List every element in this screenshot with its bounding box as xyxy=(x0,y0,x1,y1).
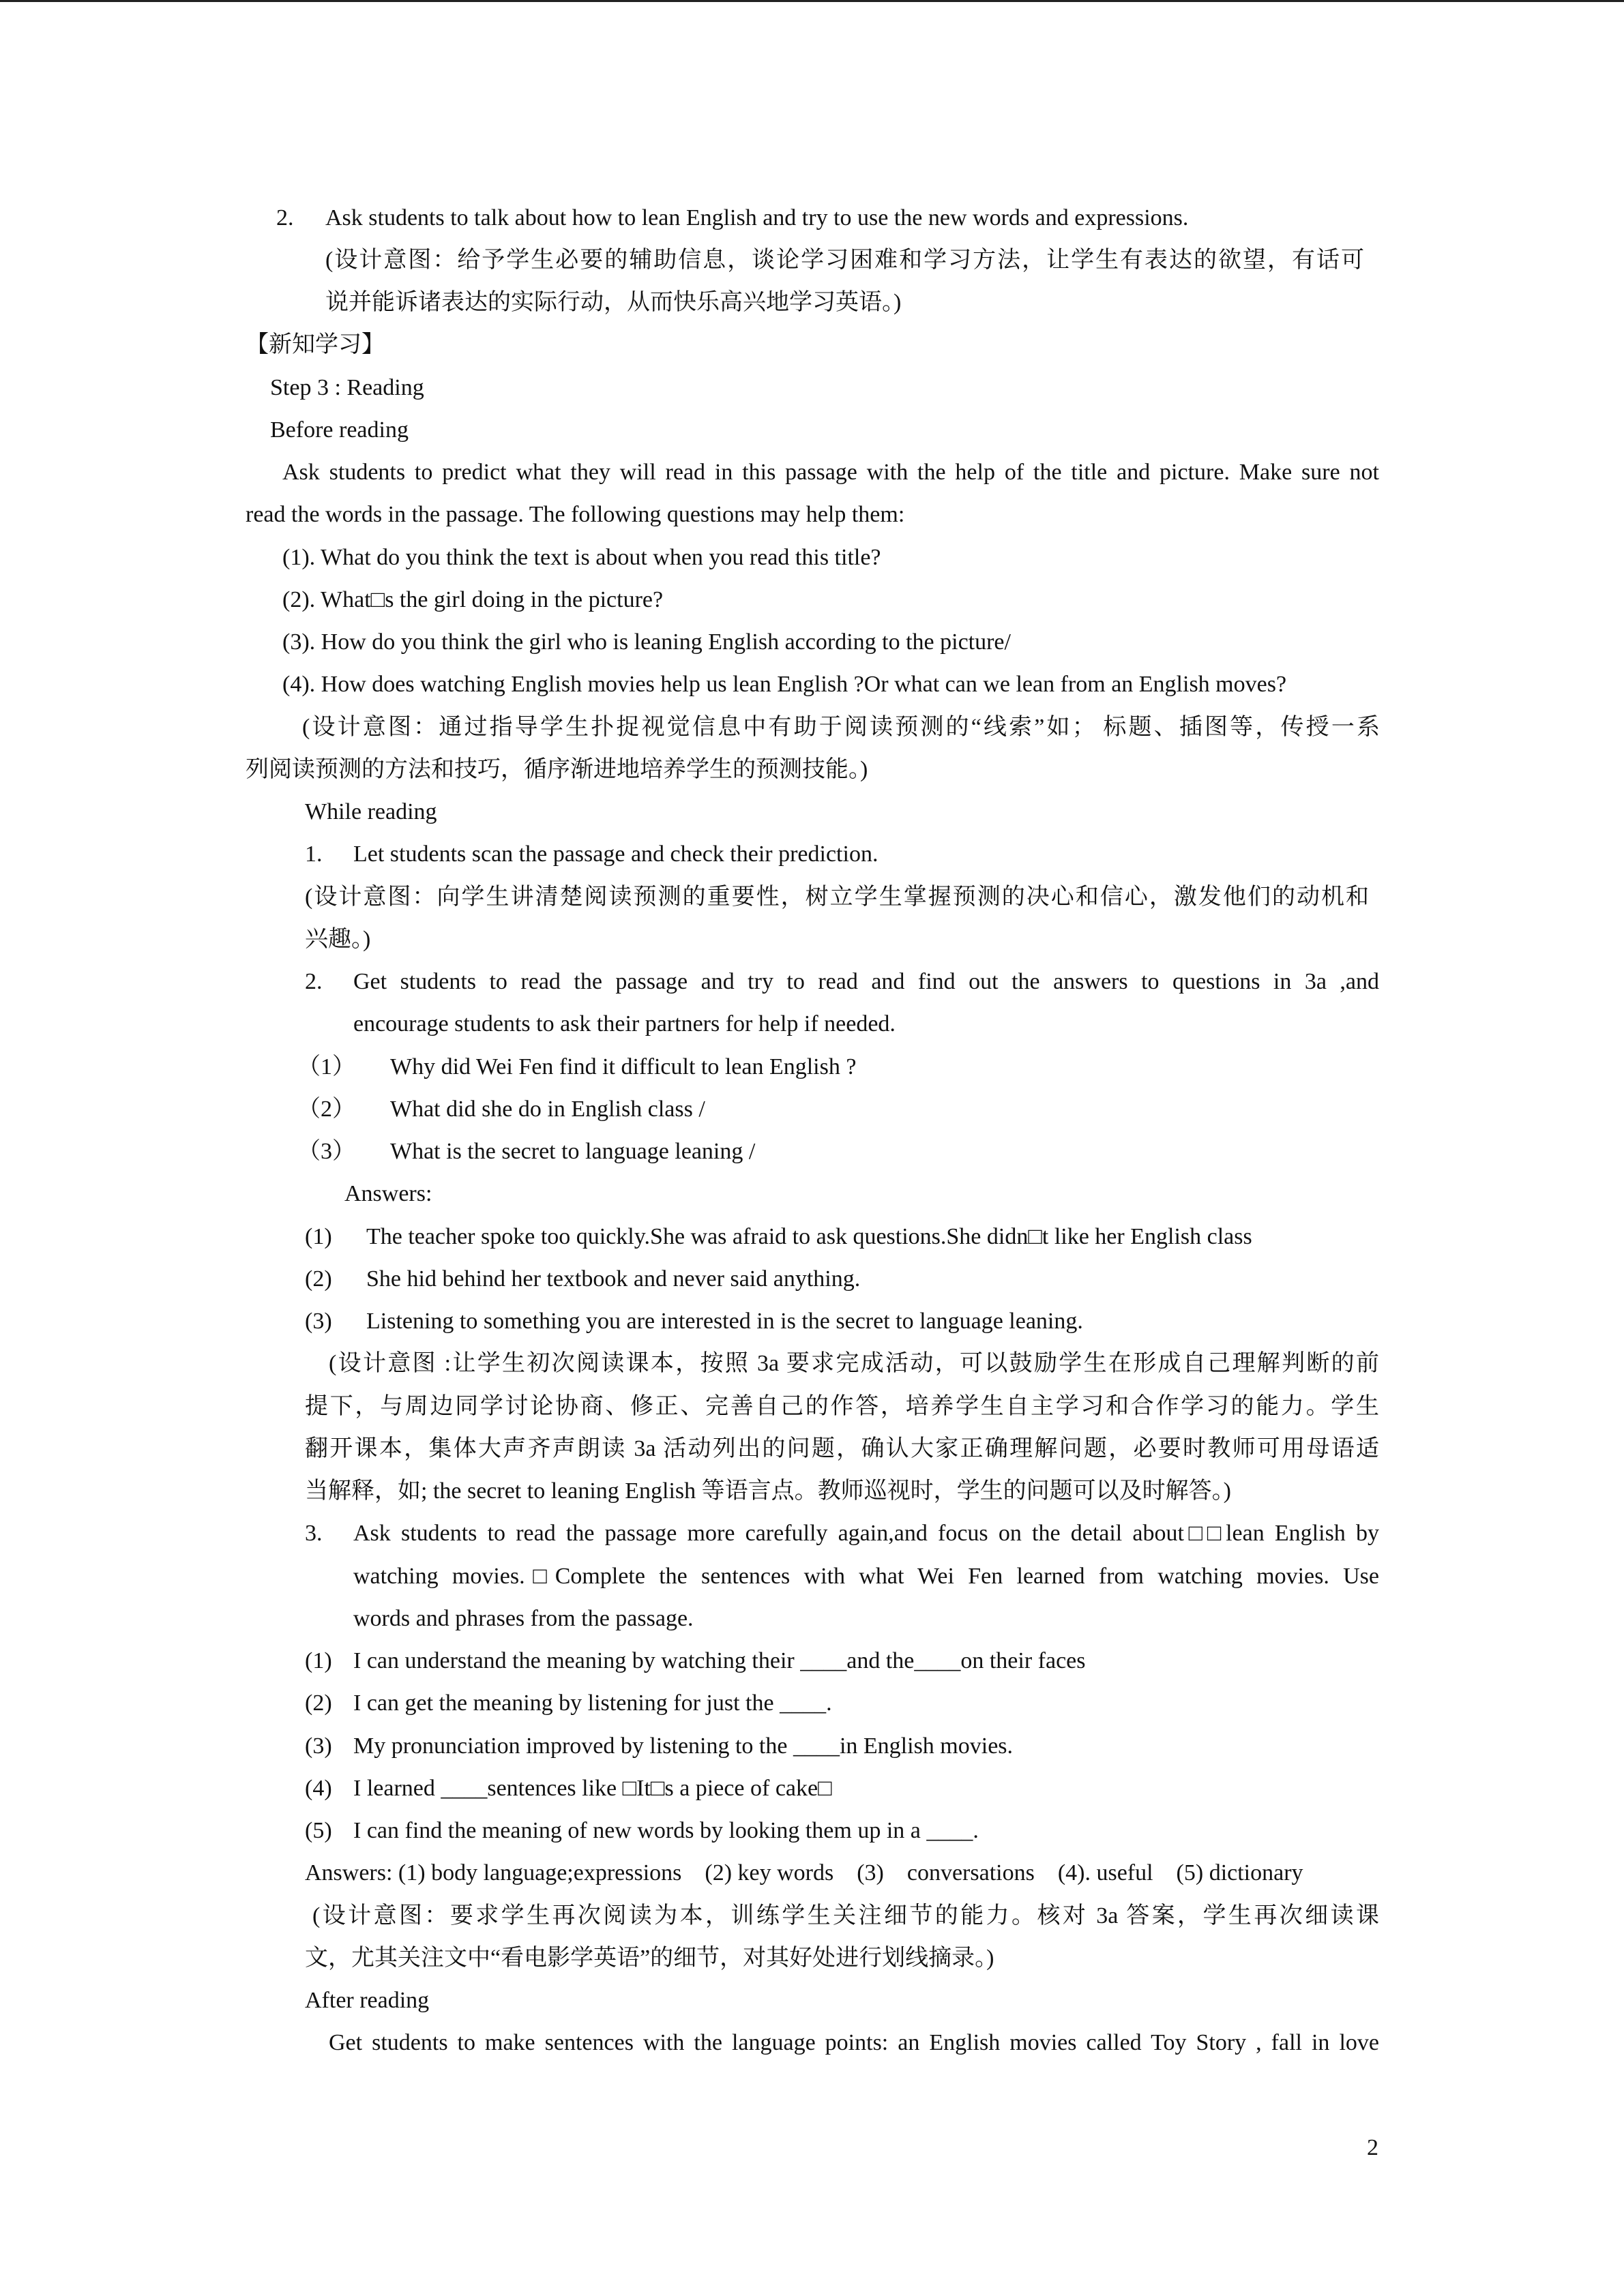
text-line: words and phrases from the passage. xyxy=(353,1606,694,1631)
answer-line: The teacher spoke too quickly.She was afraid to ask questions.She didn□t like her English class xyxy=(366,1224,1252,1249)
list-number: 2. xyxy=(305,969,323,994)
question-line: (1). What do you think the text is about when you read this title? xyxy=(282,545,881,570)
list-number: (2) xyxy=(305,1266,332,1292)
question-line: (3). How do you think the girl who is leaning English according to the picture/ xyxy=(282,629,1011,655)
design-intent-line: (设计意图：向学生讲清楚阅读预测的重要性，树立学生掌握预测的决心和信心，激发他们的动机和 xyxy=(305,884,1369,910)
fill-blank-line: I can understand the meaning by watching their ____and the____on their faces xyxy=(353,1648,1086,1673)
list-number: （1） xyxy=(297,1054,355,1079)
section-heading: 【新知学习】 xyxy=(246,332,385,357)
text-line: read the words in the passage. The following questions may help them: xyxy=(246,502,905,527)
answer-line: She hid behind her textbook and never said anything. xyxy=(366,1266,861,1292)
list-number: 1. xyxy=(305,841,323,867)
list-number: (5) xyxy=(305,1818,332,1843)
design-intent-line: 提下，与周边同学讨论协商、修正、完善自己的作答，培养学生自主学习和合作学习的能力。学生 xyxy=(305,1394,1379,1419)
list-number: （2） xyxy=(297,1097,355,1122)
fill-blank-line: I learned ____sentences like □It□s a piece of cake□ xyxy=(353,1776,832,1801)
design-intent-line: 文，尤其关注文中“看电影学英语”的细节，对其好处进行划线摘录。) xyxy=(305,1945,994,1971)
text-line: Get students to read the passage and try to read and find out the answers to questions in 3a ,and xyxy=(353,969,1379,994)
question-line: What is the secret to language leaning / xyxy=(390,1139,756,1164)
design-intent-line: 兴趣。) xyxy=(305,927,371,952)
text-line: Let students scan the passage and check their prediction. xyxy=(353,841,879,867)
text-line: Ask students to talk about how to lean English and try to use the new words and expressions. xyxy=(325,205,1189,230)
subheading-while-reading: While reading xyxy=(305,799,437,824)
list-number: (1) xyxy=(305,1224,332,1249)
list-number: (3) xyxy=(305,1733,332,1759)
fill-blank-line: My pronunciation improved by listening to the ____in English movies. xyxy=(353,1733,1014,1759)
text-line: encourage students to ask their partners for help if needed. xyxy=(353,1011,896,1037)
subheading-before-reading: Before reading xyxy=(270,417,409,443)
text-line: Ask students to read the passage more carefully again,and focus on the detail about□□lean English by xyxy=(353,1521,1379,1546)
design-intent-line: 当解释，如; the secret to leaning English 等语言点。教师巡视时，学生的问题可以及时解答。) xyxy=(305,1478,1231,1504)
list-number: (4) xyxy=(305,1776,332,1801)
design-intent-line: 列阅读预测的方法和技巧，循序渐进地培养学生的预测技能。) xyxy=(246,757,868,782)
list-number: （3） xyxy=(297,1139,355,1164)
list-number: 3. xyxy=(305,1521,323,1546)
answers-label: Answers: xyxy=(344,1181,432,1206)
list-number: 2. xyxy=(276,205,294,230)
design-intent-line: (设计意图：给予学生必要的辅助信息，谈论学习困难和学习方法，让学生有表达的欲望，有话可 xyxy=(325,248,1364,273)
fill-blank-line: I can get the meaning by listening for just the ____. xyxy=(353,1690,832,1716)
list-number: (1) xyxy=(305,1648,332,1673)
question-line: (2). What□s the girl doing in the picture? xyxy=(282,587,664,612)
question-line: What did she do in English class / xyxy=(390,1097,705,1122)
answer-line: Listening to something you are interested in is the secret to language leaning. xyxy=(366,1309,1083,1334)
subheading-after-reading: After reading xyxy=(305,1988,430,2013)
page-number: 2 xyxy=(1367,2135,1378,2160)
design-intent-line: 说并能诉诸表达的实际行动，从而快乐高兴地学习英语。) xyxy=(325,290,902,315)
text-line: Ask students to predict what they will read in this passage with the help of the title and picture. Make sure not xyxy=(282,460,1379,485)
question-line: Why did Wei Fen find it difficult to lean English ? xyxy=(390,1054,857,1079)
fill-blank-line: I can find the meaning of new words by looking them up in a ____. xyxy=(353,1818,979,1843)
design-intent-line: (设计意图：通过指导学生扑捉视觉信息中有助于阅读预测的“线索”如； 标题、插图等，传授一系 xyxy=(302,715,1380,740)
list-number: (2) xyxy=(305,1690,332,1716)
step-heading: Step 3 : Reading xyxy=(270,375,424,400)
answers-line: Answers: (1) body language;expressions (2) key words (3) conversations (4). useful (5) dictionary xyxy=(305,1860,1303,1885)
design-intent-line: (设计意图：要求学生再次阅读为本，训练学生关注细节的能力。核对 3a 答案，学生再次细读课 xyxy=(312,1903,1379,1928)
question-line: (4). How does watching English movies help us lean English ?Or what can we lean from an English moves? xyxy=(282,672,1287,697)
list-number: (3) xyxy=(305,1309,332,1334)
text-line: Get students to make sentences with the language points: an English movies called Toy Story , fall in love xyxy=(329,2030,1379,2055)
design-intent-line: (设计意图 :让学生初次阅读课本，按照 3a 要求完成活动，可以鼓励学生在形成自己理解判断的前 xyxy=(329,1351,1379,1376)
design-intent-line: 翻开课本，集体大声齐声朗读 3a 活动列出的问题，确认大家正确理解问题，必要时教师可用母语适 xyxy=(305,1436,1379,1461)
text-line: watching movies.□Complete the sentences with what Wei Fen learned from watching movies. Use xyxy=(353,1564,1379,1589)
